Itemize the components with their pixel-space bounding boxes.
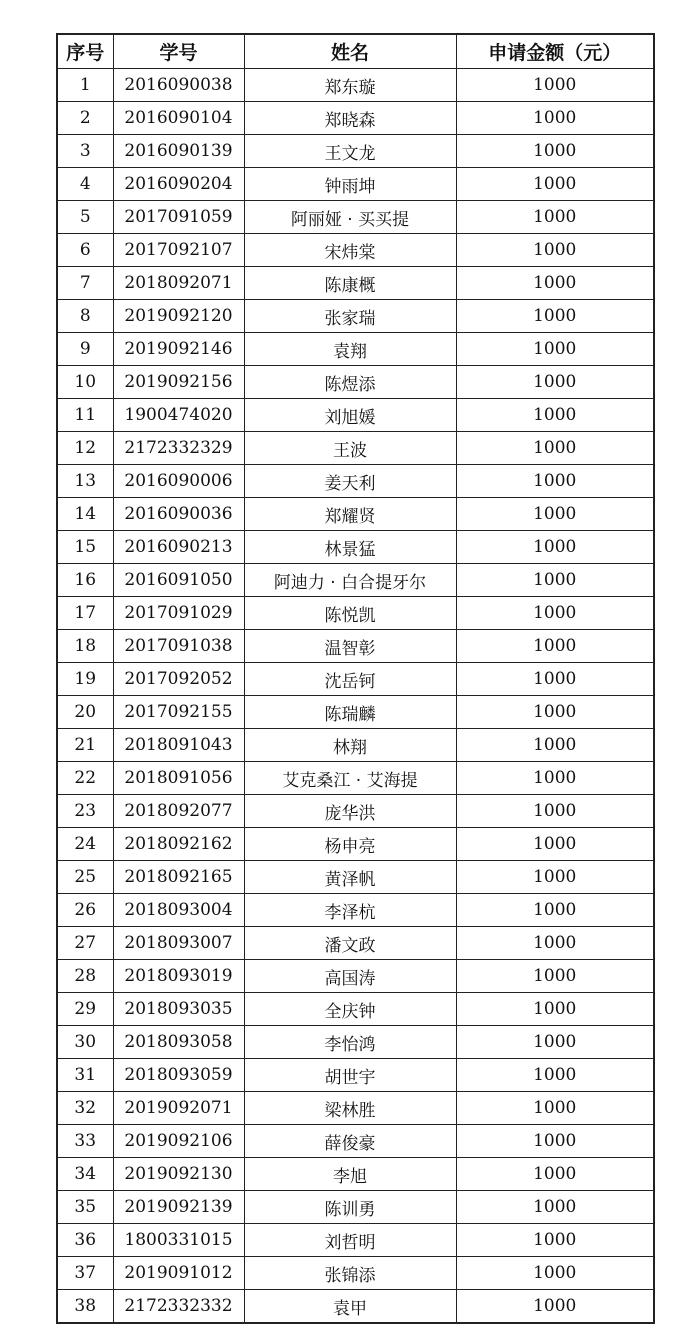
table-row — [57, 201, 654, 234]
cell-student-id: 2018092165 — [113, 861, 244, 894]
cell-seq: 25 — [57, 861, 113, 894]
header-amount: 申请金额（元） — [456, 34, 654, 69]
table-row — [57, 498, 654, 531]
cell-seq: 3 — [57, 135, 113, 168]
cell-name: 林景猛 — [244, 531, 456, 564]
cell-name: 温智彰 — [244, 630, 456, 663]
cell-seq: 26 — [57, 894, 113, 927]
cell-amount: 1000 — [456, 729, 654, 762]
cell-student-id: 2018091043 — [113, 729, 244, 762]
cell-seq: 1 — [57, 69, 113, 102]
cell-amount: 1000 — [456, 69, 654, 102]
cell-student-id: 1800331015 — [113, 1224, 244, 1257]
cell-name: 梁林胜 — [244, 1092, 456, 1125]
cell-amount: 1000 — [456, 960, 654, 993]
table-row — [57, 399, 654, 432]
cell-name: 郑东璇 — [244, 69, 456, 102]
cell-student-id: 2017092155 — [113, 696, 244, 729]
table-row — [57, 234, 654, 267]
table-row — [57, 564, 654, 597]
cell-amount: 1000 — [456, 993, 654, 1026]
table-row — [57, 102, 654, 135]
cell-seq: 28 — [57, 960, 113, 993]
cell-student-id: 2019092130 — [113, 1158, 244, 1191]
cell-amount: 1000 — [456, 630, 654, 663]
cell-seq: 2 — [57, 102, 113, 135]
cell-student-id: 2018092071 — [113, 267, 244, 300]
cell-student-id: 2018092162 — [113, 828, 244, 861]
cell-student-id: 2016090104 — [113, 102, 244, 135]
cell-amount: 1000 — [456, 828, 654, 861]
table-row — [57, 795, 654, 828]
cell-amount: 1000 — [456, 696, 654, 729]
cell-student-id: 2018093058 — [113, 1026, 244, 1059]
cell-name: 阿迪力 · 白合提牙尔 — [244, 564, 456, 597]
cell-student-id: 2172332332 — [113, 1290, 244, 1324]
cell-amount: 1000 — [456, 1257, 654, 1290]
table-row — [57, 630, 654, 663]
table-row — [57, 1125, 654, 1158]
cell-amount: 1000 — [456, 1224, 654, 1257]
cell-student-id: 2018093004 — [113, 894, 244, 927]
cell-name: 陈悦凯 — [244, 597, 456, 630]
header-row — [57, 34, 654, 69]
cell-student-id: 2019092156 — [113, 366, 244, 399]
cell-amount: 1000 — [456, 300, 654, 333]
cell-name: 杨申亮 — [244, 828, 456, 861]
table-header — [57, 34, 654, 69]
cell-name: 姜天利 — [244, 465, 456, 498]
cell-seq: 37 — [57, 1257, 113, 1290]
table-row — [57, 135, 654, 168]
table-row — [57, 1191, 654, 1224]
table-row — [57, 597, 654, 630]
cell-student-id: 2019092120 — [113, 300, 244, 333]
table-row — [57, 1158, 654, 1191]
table-row — [57, 927, 654, 960]
cell-name: 阿丽娅 · 买买提 — [244, 201, 456, 234]
cell-name: 陈瑞麟 — [244, 696, 456, 729]
cell-name: 刘哲明 — [244, 1224, 456, 1257]
cell-name: 陈康概 — [244, 267, 456, 300]
table-row — [57, 861, 654, 894]
cell-amount: 1000 — [456, 1026, 654, 1059]
table-row — [57, 1290, 654, 1324]
cell-amount: 1000 — [456, 1092, 654, 1125]
cell-amount: 1000 — [456, 432, 654, 465]
cell-amount: 1000 — [456, 1158, 654, 1191]
cell-student-id: 2018091056 — [113, 762, 244, 795]
table-row — [57, 1257, 654, 1290]
cell-amount: 1000 — [456, 1191, 654, 1224]
table-row — [57, 696, 654, 729]
cell-seq: 6 — [57, 234, 113, 267]
cell-name: 林翔 — [244, 729, 456, 762]
cell-seq: 33 — [57, 1125, 113, 1158]
cell-amount: 1000 — [456, 564, 654, 597]
cell-amount: 1000 — [456, 663, 654, 696]
cell-name: 黄泽帆 — [244, 861, 456, 894]
header-name: 姓名 — [244, 34, 456, 69]
cell-name: 王波 — [244, 432, 456, 465]
cell-seq: 20 — [57, 696, 113, 729]
table-body — [57, 69, 654, 1324]
cell-student-id: 2016091050 — [113, 564, 244, 597]
cell-amount: 1000 — [456, 762, 654, 795]
cell-student-id: 2016090038 — [113, 69, 244, 102]
header-seq: 序号 — [57, 34, 113, 69]
cell-student-id: 2018093035 — [113, 993, 244, 1026]
table-row — [57, 960, 654, 993]
cell-seq: 23 — [57, 795, 113, 828]
cell-name: 陈训勇 — [244, 1191, 456, 1224]
cell-seq: 35 — [57, 1191, 113, 1224]
table-row — [57, 993, 654, 1026]
cell-seq: 31 — [57, 1059, 113, 1092]
cell-seq: 15 — [57, 531, 113, 564]
cell-seq: 24 — [57, 828, 113, 861]
cell-seq: 21 — [57, 729, 113, 762]
cell-student-id: 2017091038 — [113, 630, 244, 663]
cell-student-id: 2017091059 — [113, 201, 244, 234]
cell-seq: 30 — [57, 1026, 113, 1059]
cell-amount: 1000 — [456, 597, 654, 630]
table-row — [57, 1092, 654, 1125]
cell-seq: 17 — [57, 597, 113, 630]
cell-name: 沈岳钶 — [244, 663, 456, 696]
cell-amount: 1000 — [456, 861, 654, 894]
cell-student-id: 2016090204 — [113, 168, 244, 201]
cell-seq: 9 — [57, 333, 113, 366]
table-row — [57, 663, 654, 696]
cell-name: 王文龙 — [244, 135, 456, 168]
cell-amount: 1000 — [456, 465, 654, 498]
cell-amount: 1000 — [456, 927, 654, 960]
cell-name: 刘旭媛 — [244, 399, 456, 432]
cell-student-id: 2016090139 — [113, 135, 244, 168]
table-row — [57, 1026, 654, 1059]
cell-name: 艾克桑江 · 艾海提 — [244, 762, 456, 795]
table-row — [57, 531, 654, 564]
cell-student-id: 2019092106 — [113, 1125, 244, 1158]
cell-name: 李泽杭 — [244, 894, 456, 927]
cell-student-id: 2018093019 — [113, 960, 244, 993]
table-row — [57, 69, 654, 102]
cell-seq: 19 — [57, 663, 113, 696]
cell-name: 张锦添 — [244, 1257, 456, 1290]
cell-seq: 29 — [57, 993, 113, 1026]
cell-name: 李怡鸿 — [244, 1026, 456, 1059]
cell-name: 薛俊豪 — [244, 1125, 456, 1158]
cell-student-id: 2019092139 — [113, 1191, 244, 1224]
cell-seq: 5 — [57, 201, 113, 234]
cell-seq: 36 — [57, 1224, 113, 1257]
cell-seq: 27 — [57, 927, 113, 960]
cell-student-id: 2019092146 — [113, 333, 244, 366]
table-row — [57, 267, 654, 300]
cell-seq: 4 — [57, 168, 113, 201]
table-row — [57, 465, 654, 498]
cell-student-id: 2017091029 — [113, 597, 244, 630]
cell-amount: 1000 — [456, 1059, 654, 1092]
cell-seq: 18 — [57, 630, 113, 663]
cell-seq: 34 — [57, 1158, 113, 1191]
header-student-id: 学号 — [113, 34, 244, 69]
cell-student-id: 1900474020 — [113, 399, 244, 432]
cell-student-id: 2016090006 — [113, 465, 244, 498]
table-row — [57, 1059, 654, 1092]
cell-seq: 32 — [57, 1092, 113, 1125]
table-row — [57, 300, 654, 333]
cell-amount: 1000 — [456, 234, 654, 267]
cell-name: 潘文政 — [244, 927, 456, 960]
cell-name: 高国涛 — [244, 960, 456, 993]
cell-name: 钟雨坤 — [244, 168, 456, 201]
cell-name: 袁甲 — [244, 1290, 456, 1324]
table-row — [57, 729, 654, 762]
cell-amount: 1000 — [456, 795, 654, 828]
cell-amount: 1000 — [456, 399, 654, 432]
cell-student-id: 2018093007 — [113, 927, 244, 960]
cell-student-id: 2016090036 — [113, 498, 244, 531]
cell-student-id: 2017092052 — [113, 663, 244, 696]
table-row — [57, 762, 654, 795]
cell-student-id: 2018092077 — [113, 795, 244, 828]
cell-amount: 1000 — [456, 102, 654, 135]
cell-amount: 1000 — [456, 333, 654, 366]
cell-name: 郑晓森 — [244, 102, 456, 135]
cell-amount: 1000 — [456, 1125, 654, 1158]
cell-amount: 1000 — [456, 498, 654, 531]
cell-name: 全庆钟 — [244, 993, 456, 1026]
cell-amount: 1000 — [456, 168, 654, 201]
cell-student-id: 2016090213 — [113, 531, 244, 564]
cell-student-id: 2019092071 — [113, 1092, 244, 1125]
cell-student-id: 2172332329 — [113, 432, 244, 465]
table-row — [57, 366, 654, 399]
cell-name: 陈煜添 — [244, 366, 456, 399]
table-row — [57, 333, 654, 366]
table-row — [57, 432, 654, 465]
cell-amount: 1000 — [456, 201, 654, 234]
table-row — [57, 168, 654, 201]
cell-seq: 7 — [57, 267, 113, 300]
cell-seq: 16 — [57, 564, 113, 597]
table-row — [57, 1224, 654, 1257]
cell-student-id: 2019091012 — [113, 1257, 244, 1290]
cell-amount: 1000 — [456, 531, 654, 564]
cell-student-id: 2017092107 — [113, 234, 244, 267]
cell-seq: 12 — [57, 432, 113, 465]
table-row — [57, 894, 654, 927]
cell-seq: 11 — [57, 399, 113, 432]
cell-student-id: 2018093059 — [113, 1059, 244, 1092]
cell-name: 胡世宇 — [244, 1059, 456, 1092]
cell-name: 庞华洪 — [244, 795, 456, 828]
cell-seq: 38 — [57, 1290, 113, 1324]
cell-seq: 22 — [57, 762, 113, 795]
cell-seq: 14 — [57, 498, 113, 531]
cell-name: 张家瑞 — [244, 300, 456, 333]
cell-name: 李旭 — [244, 1158, 456, 1191]
cell-name: 袁翔 — [244, 333, 456, 366]
cell-amount: 1000 — [456, 135, 654, 168]
cell-seq: 13 — [57, 465, 113, 498]
table-row — [57, 828, 654, 861]
applicant-table — [56, 33, 655, 1324]
cell-amount: 1000 — [456, 1290, 654, 1324]
cell-amount: 1000 — [456, 366, 654, 399]
cell-seq: 8 — [57, 300, 113, 333]
cell-name: 宋炜棠 — [244, 234, 456, 267]
cell-name: 郑耀贤 — [244, 498, 456, 531]
cell-seq: 10 — [57, 366, 113, 399]
cell-amount: 1000 — [456, 267, 654, 300]
cell-amount: 1000 — [456, 894, 654, 927]
